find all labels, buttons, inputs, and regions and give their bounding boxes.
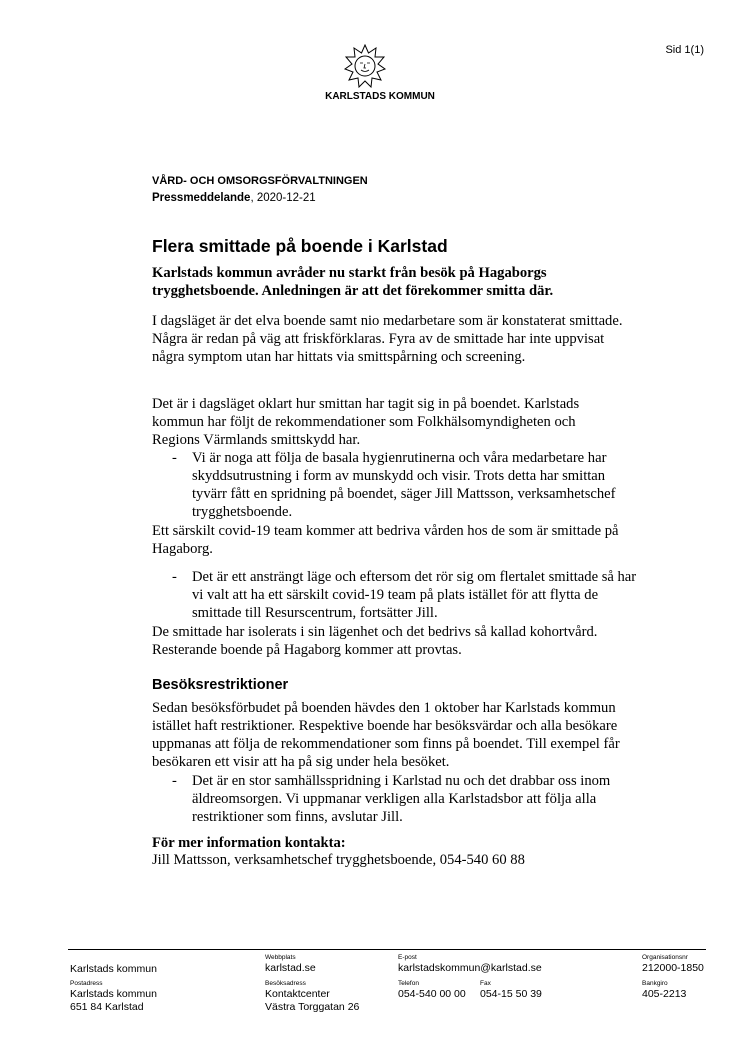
email-label: E-post xyxy=(398,954,417,961)
bank-label: Bankgiro xyxy=(642,980,668,987)
paragraph: Sedan besöksförbudet på boenden hävdes den 1 oktober har Karlstads kommun istället haft restriktioner. Respektive boende har besöksvärdar och alla besökare uppmanas att följa de rekommendationer som finns på boendet. Till exempel får besökaren ett visir att ha på sig under hela besöket. xyxy=(152,700,620,770)
phone: 054-540 00 00 xyxy=(398,988,466,1000)
fax-label: Fax xyxy=(480,980,491,987)
subheading: Besöksrestriktioner xyxy=(152,677,289,693)
quote-text: Det är en stor samhällsspridning i Karlstad nu och det drabbar oss inom äldreomsorgen. Vi uppmanar verkligen alla Karlstadsbor att följa alla restriktioner som finns, avslutar Jill. xyxy=(192,773,611,825)
dash: - xyxy=(172,773,177,789)
dash: - xyxy=(172,450,177,466)
paragraph: Det är i dagsläget oklart hur smittan har tagit sig in på boendet. Karlstads kommun har följt de rekommendationer som Folkhälsomyndigheten och Regions Värmlands smittskydd har. xyxy=(152,396,580,448)
dash: - xyxy=(172,569,177,585)
sun-face-icon xyxy=(343,44,387,93)
visit-label: Besöksadress xyxy=(265,980,306,987)
quote-text: Det är ett ansträngt läge och eftersom det rör sig om flertalet smittade så har vi valt att ha ett särskilt covid-19 team på plats istället för att flytta de smittade till Resurscentrum, fortsätter Jill. xyxy=(192,569,637,621)
page-number: Sid 1(1) xyxy=(665,44,704,56)
page-title: Flera smittade på boende i Karlstad xyxy=(152,236,448,256)
logo-text: KARLSTADS KOMMUN xyxy=(325,91,435,102)
bankgiro: 405-2213 xyxy=(642,988,687,1000)
footer-divider xyxy=(68,949,706,950)
quote xyxy=(172,449,642,521)
org-number: 212000-1850 xyxy=(642,962,704,974)
doc-type: Pressmeddelande xyxy=(152,192,251,204)
contact-text: Jill Mattsson, verksamhetschef trygghetsboende, 054-540 60 88 xyxy=(152,852,525,868)
quote xyxy=(172,772,642,826)
paragraph: I dagsläget är det elva boende samt nio medarbetare som är konstaterat smittade. Några är redan på väg att friskförklaras. Fyra av de smittade har inte uppvisat några symptom utan har hittats via smittspårning och screening. xyxy=(152,313,623,365)
web-link[interactable]: karlstad.se xyxy=(265,962,316,974)
web-label: Webbplats xyxy=(265,954,296,961)
quote-text: Vi är noga att följa de basala hygienrutinerna och våra medarbetare har skyddsutrustning i form av munskydd och visir. Trots detta har smittan tyvärr fått en spridning på boendet, säger Jill Mattsson, verksamhetschef trygghetsboende. xyxy=(192,450,616,520)
footer-name: Karlstads kommun xyxy=(70,963,157,975)
press-release-line xyxy=(152,192,316,204)
post-line2: 651 84 Karlstad xyxy=(70,1001,144,1013)
contact-label: För mer information kontakta: xyxy=(152,835,346,851)
visit-line2: Västra Torggatan 26 xyxy=(265,1001,360,1013)
paragraph: Ett särskilt covid-19 team kommer att bedriva vården hos de som är smittade på Hagaborg. xyxy=(152,523,619,557)
department: VÅRD- OCH OMSORGSFÖRVALTNINGEN xyxy=(152,175,368,187)
paragraph: De smittade har isolerats i sin lägenhet och det bedrivs så kallad kohortvård. Resterande boende på Hagaborg kommer att provtas. xyxy=(152,624,598,658)
quote xyxy=(172,568,642,622)
post-label: Postadress xyxy=(70,980,103,987)
fax: 054-15 50 39 xyxy=(480,988,542,1000)
date: , 2020-12-21 xyxy=(250,192,316,204)
org-label: Organisationsnr xyxy=(642,954,688,961)
phone-label: Telefon xyxy=(398,980,419,987)
visit-line1: Kontaktcenter xyxy=(265,988,330,1000)
post-line1: Karlstads kommun xyxy=(70,988,157,1000)
email-link[interactable]: karlstadskommun@karlstad.se xyxy=(398,962,542,974)
lead: Karlstads kommun avråder nu starkt från besök på Hagaborgs trygghetsboende. Anledningen är att det förekommer smitta där. xyxy=(152,265,554,299)
